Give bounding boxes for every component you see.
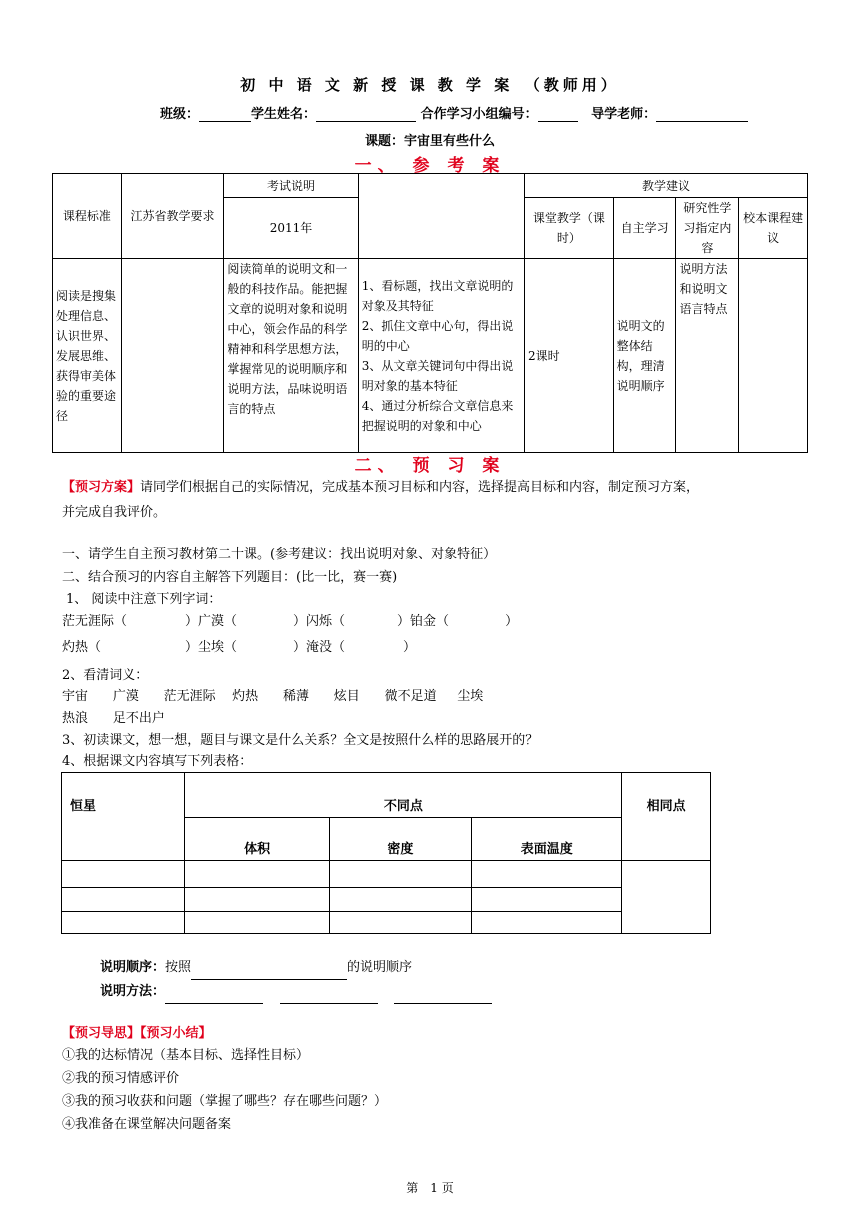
student-blank: [316, 107, 416, 122]
table-cell-same[interactable]: [622, 861, 711, 934]
vocab-item: 茫无涯际: [163, 689, 216, 704]
table-cell[interactable]: [472, 888, 622, 912]
order-line: [100, 956, 412, 980]
class-label: 班级：: [160, 107, 200, 122]
method-blank-3[interactable]: [394, 989, 492, 1004]
word-item: ）铂金（: [397, 614, 450, 629]
header-star: 恒星: [62, 773, 185, 861]
header-same: 相同点: [622, 773, 711, 861]
vocab-item: 足不出户: [112, 711, 165, 726]
cell-school: [739, 259, 808, 453]
reference-table: [52, 173, 808, 453]
section-preview: 二、 预 习 案: [354, 456, 506, 476]
header-class: 课堂教学（课时）: [525, 198, 614, 259]
table-cell[interactable]: [185, 912, 329, 934]
page-title: 初 中 语 文 新 授 课 教 学 案 （教师用）: [240, 76, 620, 94]
guide-label: 【预习导思】【预习小结】: [62, 1026, 212, 1041]
student-label: 学生姓名：: [251, 107, 317, 122]
summary-item-3: ③我的预习收获和问题（掌握了哪些？存在哪些问题？）: [62, 1094, 388, 1109]
summary-item-2: ②我的预习情感评价: [62, 1071, 180, 1086]
vocab-item: 炫目: [333, 689, 360, 704]
word-item: ）广漠（: [185, 614, 238, 629]
question-1: 一、请学生自主预习教材第二十课。(参考建议：找出说明对象、对象特征）: [62, 547, 497, 562]
order-text-1: 按照: [165, 960, 192, 975]
header-advice: 教学建议: [525, 174, 808, 198]
question-2: 二、结合预习的内容自主解答下列题目：(比一比，赛一赛): [62, 570, 398, 585]
vocab-item: 微不足道: [384, 689, 437, 704]
group-blank: [538, 107, 578, 122]
question-2-3: 3、初读课文，想一想，题目与课文是什么关系？全文是按照什么样的思路展开的？: [62, 733, 539, 748]
vocab-row-2: [62, 707, 165, 731]
word-item: ）淹没（: [293, 640, 346, 655]
words-row-2: [62, 636, 416, 660]
method-blank-2[interactable]: [280, 989, 378, 1004]
cell-research: 说明方法和说明文语言特点: [676, 259, 739, 453]
group-label: 合作学习小组编号：: [420, 107, 538, 122]
order-text-2: 的说明顺序: [347, 960, 413, 975]
question-2-4: 4、根据课文内容填写下列表格：: [62, 754, 253, 769]
header-research: 研究性学习指定内容: [676, 198, 739, 259]
word-item: ）: [505, 614, 519, 629]
table-cell[interactable]: [62, 912, 185, 934]
table-cell[interactable]: [185, 861, 329, 888]
header-year: 2011年: [224, 198, 358, 259]
vocab-item: 热浪: [62, 711, 89, 726]
method-line: [100, 980, 492, 1004]
lesson-subject: 课题：宇宙里有些什么: [364, 134, 495, 149]
teacher-label: 导学老师：: [591, 107, 657, 122]
question-2-2: 2、看清词义：: [62, 668, 149, 683]
vocab-item: 稀薄: [282, 689, 309, 704]
table-cell[interactable]: [185, 888, 329, 912]
vocab-row-1: [62, 685, 483, 709]
header-standard: 课程标准: [53, 174, 122, 259]
cell-exam: 阅读简单的说明文和一般的科技作品。能把握文章的说明对象和说明中心，领会作品的科学精神和科学思想方法，掌握常见的说明顺序和说明方法，品味说明语言的特点: [224, 259, 358, 453]
words-row-1: [62, 610, 518, 634]
cell-steps: 1、看标题，找出文章说明的对象及其特征 2、抓住文章中心句，得出说明的中心 3、从文章关键词句中得出说明对象的基本特征 4、通过分析综合文章信息来把握说明的对象和中心: [358, 259, 524, 453]
header-jiangsu: 江苏省教学要求: [121, 174, 224, 259]
header-exam: 考试说明: [224, 174, 358, 198]
table-cell[interactable]: [62, 861, 185, 888]
summary-item-4: ④我准备在课堂解决问题备案: [62, 1117, 232, 1132]
vocab-item: 宇宙: [62, 689, 89, 704]
plan-label: 【预习方案】: [62, 480, 141, 495]
header-school: 校本课程建议: [739, 198, 808, 259]
cell-class: 2课时: [525, 259, 614, 453]
cell-self: 说明文的整体结构，理清说明顺序: [613, 259, 676, 453]
page-number: 第 1 页: [406, 1181, 454, 1195]
table-cell[interactable]: [62, 888, 185, 912]
plan-text: 请同学们根据自己的实际情况，完成基本预习目标和内容，选择提高目标和内容，制定预习方案，: [140, 480, 700, 495]
cell-standard: 阅读是搜集处理信息、认识世界、发展思维、获得审美体验的重要途径: [53, 259, 122, 453]
section-reference: 一、 参 考 案: [354, 156, 506, 176]
order-blank[interactable]: [191, 965, 347, 980]
header-density: 密度: [329, 818, 471, 861]
class-blank: [199, 107, 251, 122]
vocab-item: 灼热: [232, 689, 259, 704]
table-cell[interactable]: [329, 912, 471, 934]
table-cell[interactable]: [329, 861, 471, 888]
header-different: 不同点: [185, 773, 622, 818]
table-cell[interactable]: [329, 888, 471, 912]
table-cell[interactable]: [472, 861, 622, 888]
vocab-item: 广漠: [112, 689, 139, 704]
header-empty: [358, 174, 524, 259]
method-label: 说明方法：: [100, 984, 166, 999]
order-label: 说明顺序：: [100, 960, 166, 975]
plan-line: [62, 476, 699, 500]
word-item: 茫无涯际（: [62, 614, 128, 629]
vocab-item: 尘埃: [457, 689, 484, 704]
word-item: ）尘埃（: [185, 640, 238, 655]
header-temperature: 表面温度: [472, 818, 622, 861]
word-item: 灼热（: [62, 640, 102, 655]
question-2-1: 1、 阅读中注意下列字词：: [66, 592, 222, 607]
plan-text-2: 并完成自我评价。: [62, 505, 167, 520]
table-cell[interactable]: [472, 912, 622, 934]
word-item: ）闪烁（: [293, 614, 346, 629]
method-blank-1[interactable]: [165, 989, 263, 1004]
header-volume: 体积: [185, 818, 329, 861]
word-item: ）: [403, 640, 417, 655]
star-table: [61, 772, 711, 934]
cell-jiangsu: [121, 259, 224, 453]
teacher-blank: [656, 107, 748, 122]
summary-item-1: ①我的达标情况（基本目标、选择性目标）: [62, 1048, 310, 1063]
student-info-line: [160, 103, 748, 122]
header-self: 自主学习: [613, 198, 676, 259]
